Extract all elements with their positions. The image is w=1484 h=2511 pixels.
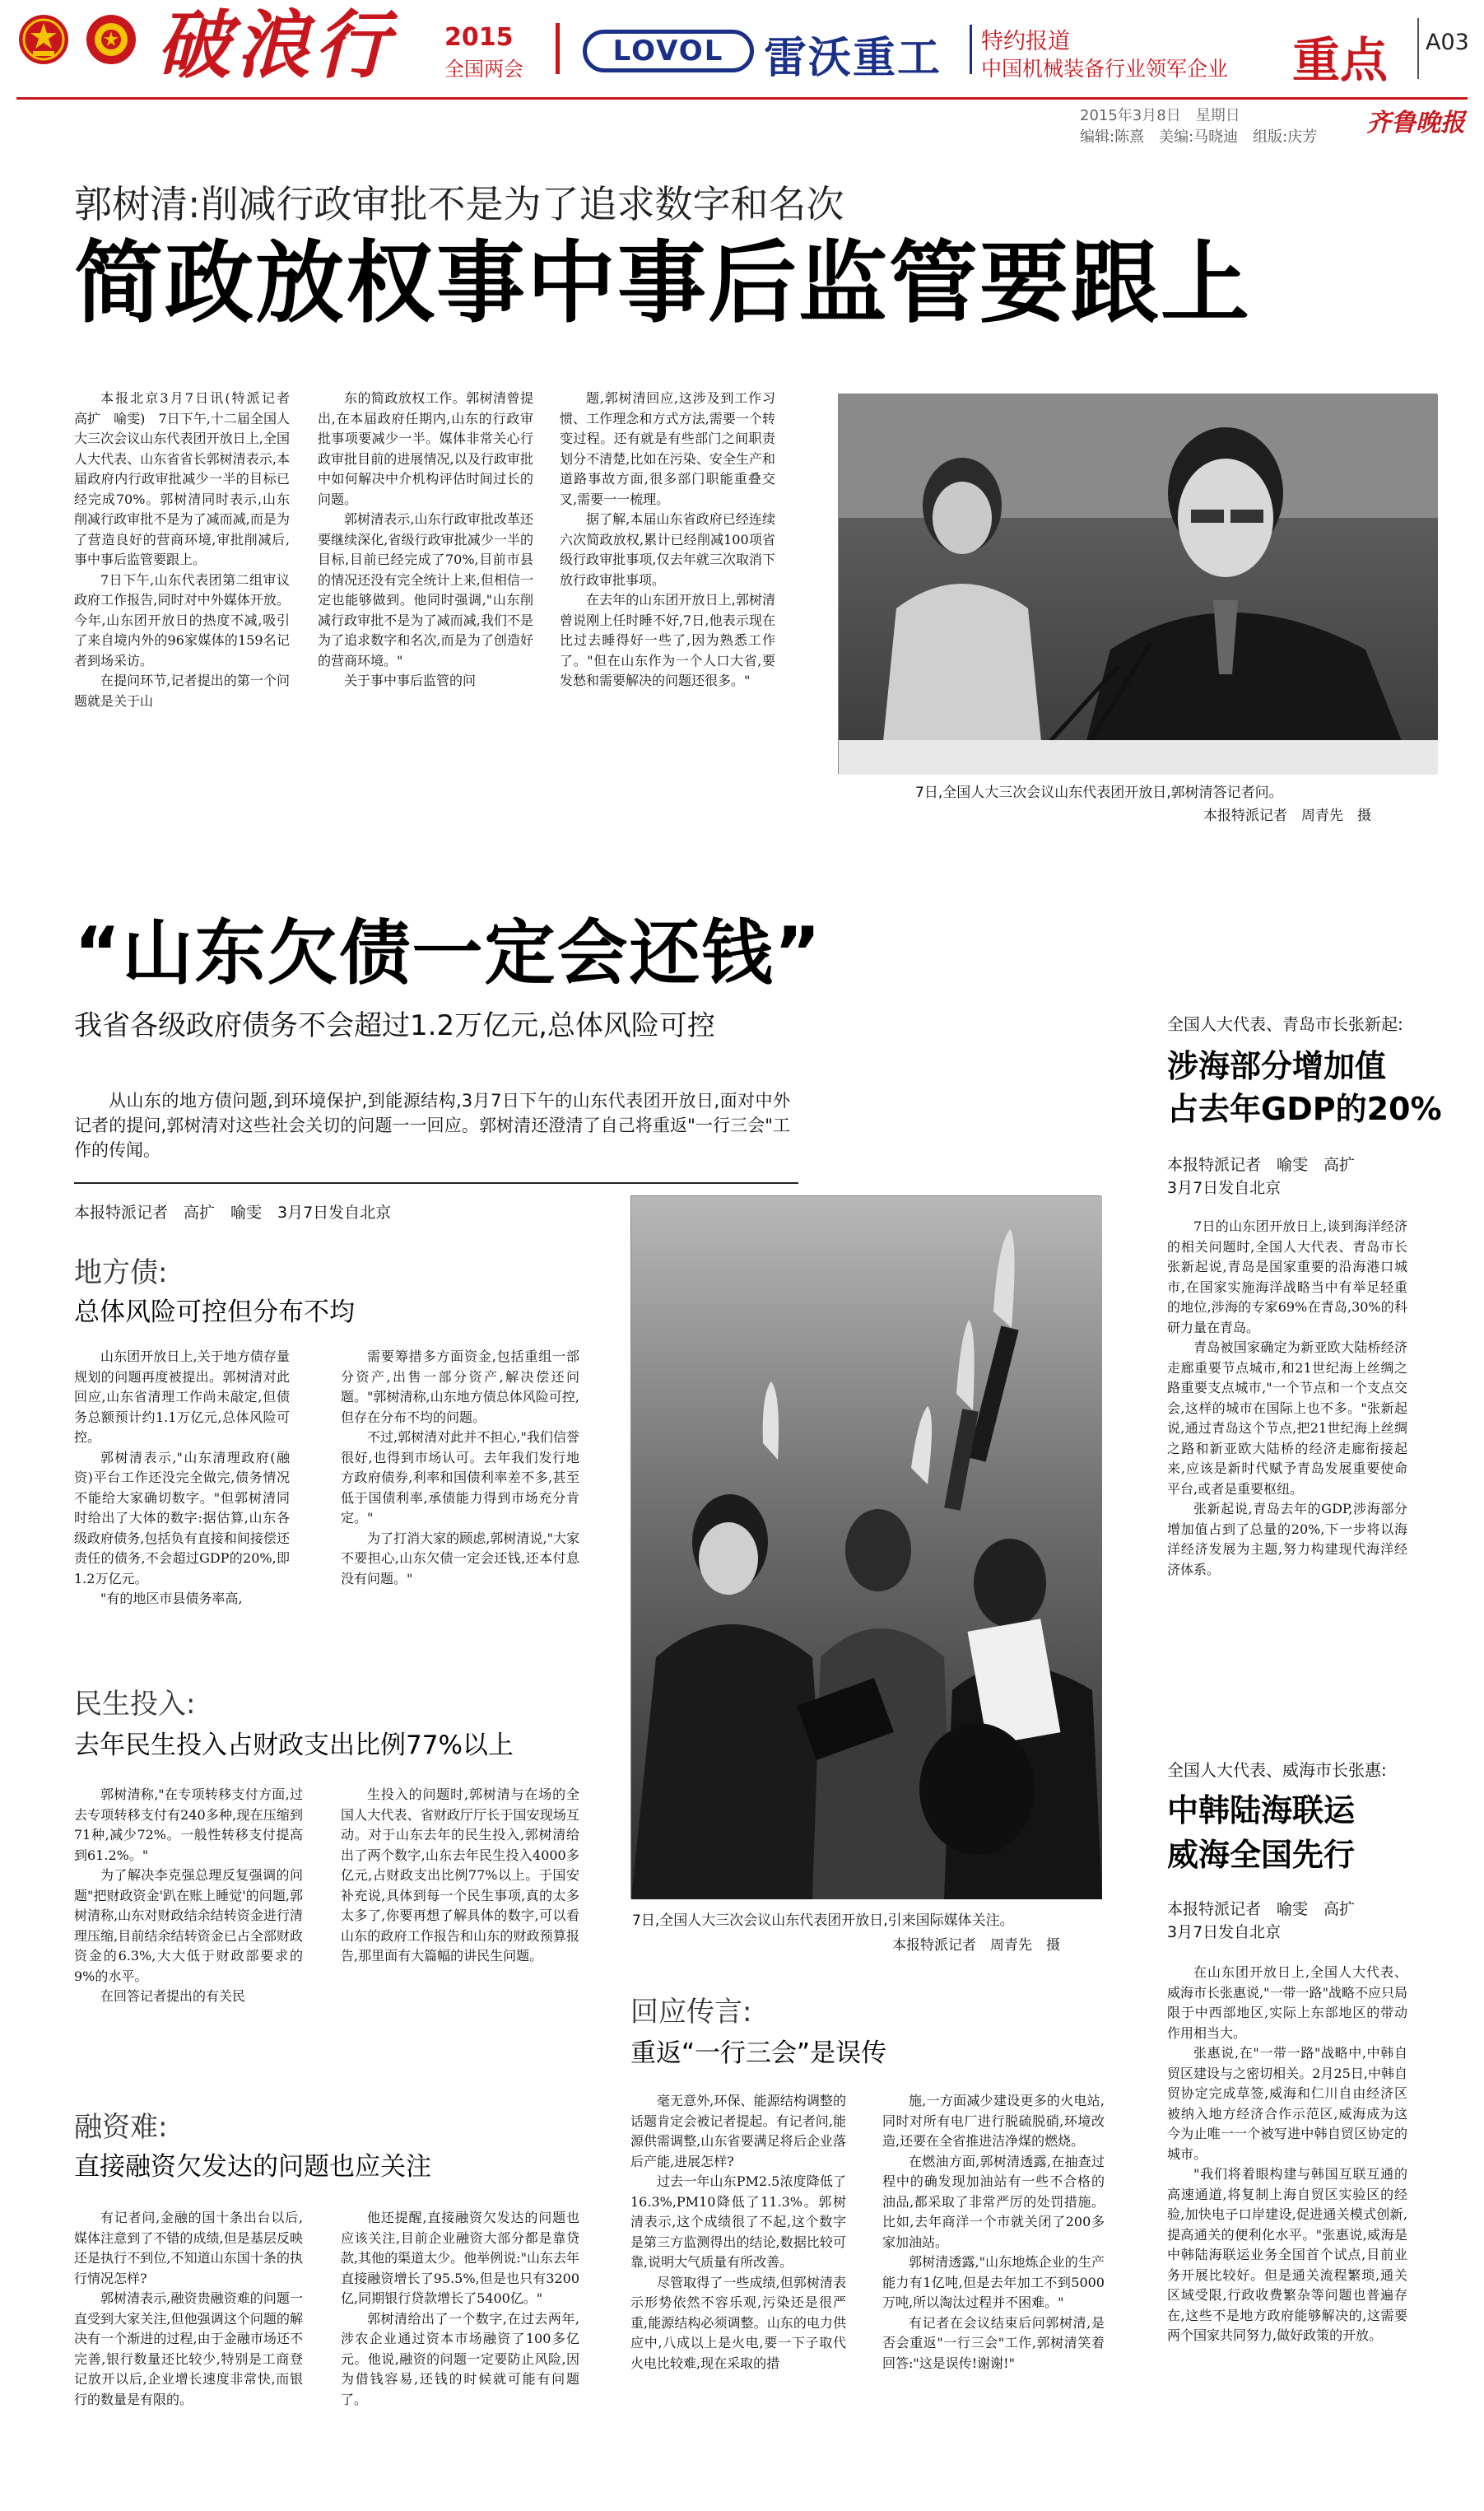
paragraph: 郭树清给出了一个数字,在过去两年,涉农企业通过资本市场融资了100多亿元。他说,融资的问题一定要防止风险,因为借钱容易,还钱的时候就可能有问题了。 xyxy=(341,2310,579,2407)
paragraph: 毫无意外,环保、能源结构调整的话题肯定会被记者提起。有记者问,能源供需调整,山东省要满足将后企业落后产能,进展怎样? xyxy=(630,2093,846,2169)
paragraph: 他还提醒,直接融资欠发达的问题也应该关注,目前企业融资大部分都是靠贷款,其他的渠道太少。他举例说:"山东去年直接融资增长了95.5%,但是也只有3200亿,同期银行贷款增长了5400亿。" xyxy=(341,2210,579,2306)
paragraph: 有记者在会议结束后问郭树清,是否会重返"一行三会"工作,郭树清笑着回答:"这是误传!谢谢!" xyxy=(882,2314,1105,2371)
date-line: 2015年3月8日 星期日 xyxy=(1080,107,1240,124)
story1-col3 xyxy=(560,389,775,833)
paragraph: 郭树清称,"在专项转移支付方面,过去专项转移支付有240多种,现在压缩到71种,减少72%。一般性转移支付提高到61.2%。" xyxy=(74,1787,303,1863)
lovol-logo-text: LOVOL xyxy=(612,35,724,68)
side1-byline2: 3月7日发自北京 xyxy=(1167,1179,1282,1197)
sponsor-name: 雷沃重工 xyxy=(764,34,942,83)
story2-rule xyxy=(74,1182,798,1184)
lead-text: 从山东的地方债问题,到环境保护,到能源结构,3月7日下午的山东代表团开放日,面对中外记者的提问,郭树清对这些社会关切的问题一一回应。郭树清还澄清了自己将重返"一行三会"工作的传闻。 xyxy=(74,1091,790,1160)
sec3-kicker: 融资难: xyxy=(74,2111,168,2144)
masthead-divider xyxy=(556,23,560,74)
national-emblem-icon xyxy=(16,8,71,72)
section-divider xyxy=(1417,18,1419,79)
sec2-col2 xyxy=(341,1785,579,2098)
sec3-col2 xyxy=(341,2208,579,2496)
paragraph: 东的简政放权工作。郭树清曾提出,在本届政府任期内,山东的行政审批事项要减少一半。媒体非常关心行政审批目前的进展情况,以及行政审批中如何解决中介机构评估时间过长的问题。 xyxy=(318,390,533,507)
side2-body xyxy=(1167,1963,1407,2496)
story2-byline: 本报特派记者 高扩 喻雯 3月7日发自北京 xyxy=(74,1204,392,1222)
editors-line: 编辑:陈熹 美编:马晓迪 组版:庆芳 xyxy=(1080,128,1318,146)
page-number: A03 xyxy=(1426,30,1469,55)
side1-body xyxy=(1167,1217,1407,1711)
sec1-headline: 总体风险可控但分布不均 xyxy=(74,1297,355,1327)
paragraph: 7日的山东团开放日上,谈到海洋经济的相关问题时,全国人大代表、青岛市长张新起说,青岛是国家重要的沿海港口城市,在国家实施海洋战略当中有举足轻重的地位,涉海的专家69%在青岛,30%的科研力量在青岛。 xyxy=(1167,1218,1407,1335)
paragraph: 为了打消大家的顾虑,郭树清说,"大家不要担心,山东欠债一定会还钱,还本付息没有问题。" xyxy=(341,1530,579,1586)
sec1-col1 xyxy=(74,1347,290,1651)
story1-headline: 简政放权事中事后监管要跟上 xyxy=(74,232,1252,335)
paragraph: 7日下午,山东代表团第二组审议政府工作报告,同时对中外媒体开放。今年,山东团开放日的热度不减,吸引了来自境内外的96家媒体的159名记者到场采访。 xyxy=(74,571,290,669)
side1-byline1: 本报特派记者 喻雯 高扩 xyxy=(1167,1156,1356,1174)
sec2-headline: 去年民生投入占财政支出比例77%以上 xyxy=(74,1731,514,1760)
paragraph: 为了解决李克强总理反复强调的问题"把财政资金'趴在账上睡觉'的问题,郭树清称,山东对财政结余结转资金进行清理压缩,目前结余结转资金已占全部财政资金的6.3%,大大低于财政部要求的9%的水平。 xyxy=(74,1867,303,1984)
sec4-headline: 重返“一行三会”是误传 xyxy=(630,2038,887,2068)
story2-headline: “山东欠债一定会还钱” xyxy=(74,912,823,995)
section-label: 重点 xyxy=(1292,32,1389,88)
side2-kicker: 全国人大代表、威海市长张惠: xyxy=(1167,1760,1387,1780)
paragraph: 郭树清表示,"山东清理政府(融资)平台工作还没完全做完,债务情况不能给大家确切数字。"但郭树清同时给出了大体的数字:据估算,山东各级政府债务,包括负有直接和间接偿还责任的债务,不会超过GDP的20%,即1.2万亿元。 xyxy=(74,1449,290,1586)
sec2-kicker: 民生投入: xyxy=(74,1688,196,1721)
paragraph: "有的地区市县债务率高, xyxy=(100,1591,243,1606)
masthead-rule xyxy=(16,97,1468,100)
story1-photo xyxy=(838,394,1437,774)
story2-photo-credit: 本报特派记者 周青先 摄 xyxy=(892,1937,1060,1954)
story2-photo-caption: 7日,全国人大三次会议山东代表团开放日,引来国际媒体关注。 xyxy=(632,1912,1014,1929)
side2-byline2: 3月7日发自北京 xyxy=(1167,1923,1282,1941)
paragraph: 需要筹措多方面资金,包括重组一部分资产,出售一部分资产,解决偿还问题。"郭树清称,山东地方债总体风险可控,但存在分布不均的问题。 xyxy=(341,1349,579,1425)
paragraph: 据了解,本届山东省政府已经连续六次简政放权,累计已经削减100项省级行政审批事项,仅去年就三次取消下放行政审批事项。 xyxy=(560,511,775,588)
sec1-col2 xyxy=(341,1347,579,1651)
paragraph: 山东团开放日上,关于地方债存量规划的问题再度被提出。郭树清对此回应,山东省清理工作尚未敲定,但债务总额预计约1.1万亿元,总体风险可控。 xyxy=(74,1349,290,1445)
story1-photo-credit: 本报特派记者 周青先 摄 xyxy=(1203,808,1371,824)
paragraph: 在去年的山东团开放日上,郭树清曾说刚上任时睡不好,7日,他表示现在比过去睡得好一些了,因为熟悉工作了。"但在山东作为一个人口大省,要发愁和需要解决的问题还很多。" xyxy=(560,592,775,688)
paragraph: 在回答记者提出的有关民 xyxy=(100,1988,246,2004)
sec2-col1 xyxy=(74,1785,303,2098)
story2-subhead: 我省各级政府债务不会超过1.2万亿元,总体风险可控 xyxy=(74,1009,715,1042)
paragraph: 题,郭树清回应,这涉及到工作习惯、工作理念和方式方法,需要一个转变过程。还有就是有些部门之间职责划分不清楚,比如在污染、安全生产和道路事故方面,很多部门职能重叠交叉,需要一一梳理。 xyxy=(560,390,775,507)
side1-kicker: 全国人大代表、青岛市长张新起: xyxy=(1167,1014,1403,1034)
sec4-col2 xyxy=(882,2091,1105,2496)
masthead-year: 2015 xyxy=(444,23,514,52)
sec4-kicker: 回应传言: xyxy=(630,1996,752,2029)
paragraph: 本报北京3月7日讯(特派记者 高扩 喻雯) 7日下午,十二届全国人大三次会议山东代表团开放日上,全国人大代表、山东省省长郭树清表示,本届政府内行政审批减少一半的目标已经完成70%。郭树清同时表示,山东削减行政审批不是为了减而减,而是为了营造良好的营商环境,审批削减后,事中事后监管要跟上。 xyxy=(74,390,304,567)
sec3-headline: 直接融资欠发达的问题也应关注 xyxy=(74,2152,431,2182)
paper-name: 齐鲁晚报 xyxy=(1366,109,1465,137)
masthead-event: 全国两会 xyxy=(444,58,523,81)
paragraph: 青岛被国家确定为新亚欧大陆桥经济走廊重要节点城市,和21世纪海上丝绸之路重要支点城市,"一个节点和一个支点交会,这样的城市在国际上也不多。"张新起说,通过青岛这个节点,把21世纪海上丝绸之路和新亚欧大陆桥的经济走廊衔接起来,应该是新时代赋予青岛发展重要使命平台,或者是重要枢纽。 xyxy=(1167,1339,1407,1497)
story1-kicker: 郭树清:削减行政审批不是为了追求数字和名次 xyxy=(74,182,844,226)
side2-headline-line1: 中韩陆海联运 xyxy=(1167,1792,1356,1829)
sec1-kicker: 地方债: xyxy=(74,1256,168,1289)
side2-byline1: 本报特派记者 喻雯 高扩 xyxy=(1167,1900,1356,1918)
story2-photo xyxy=(630,1195,1101,1898)
paragraph: 在提问环节,记者提出的第一个问题就是关于山 xyxy=(74,673,290,709)
side1-headline-line2: 占去年GDP的20% xyxy=(1167,1091,1442,1127)
sponsor-divider xyxy=(970,25,972,74)
sponsor-slogan: 中国机械装备行业领军企业 xyxy=(981,57,1229,81)
sec4-col1 xyxy=(630,2091,846,2496)
paragraph: "我们将着眼构建与韩国互联互通的高速通道,将复制上海自贸区实验区的经验,加快电子口岸建设,促进通关模式创新,提高通关的便利化水平。"张惠说,威海是中韩陆海联运业务全国首个试点,目前业务开展比较好。但是通关流程繁琐,通关区域受限,行政收费繁杂等问题也普遍存在,这些不是地方政府能够解决的,这需要两个国家共同努力,做好政策的开放。 xyxy=(1167,2166,1407,2343)
paragraph: 不过,郭树清对此并不担心,"我们信誉很好,也得到市场认可。去年我们发行地方政府债券,利率和国债利率差不多,甚至低于国债利率,承债能力得到市场充分肯定。" xyxy=(341,1429,579,1526)
masthead xyxy=(0,0,1484,99)
paragraph: 张新起说,青岛去年的GDP,涉海部分增加值占到了总量的20%,下一步将以海洋经济发展为主题,努力构建现代海洋经济体系。 xyxy=(1167,1501,1407,1577)
story2-lead xyxy=(74,1088,790,1162)
paragraph: 有记者问,金融的国十条出台以后,媒体注意到了不错的成绩,但是基层反映还是执行不到位,不知道山东国十条的执行情况怎样? xyxy=(74,2210,303,2286)
paragraph: 关于事中事后监管的问 xyxy=(344,673,477,688)
sec3-col1 xyxy=(74,2208,303,2496)
paragraph: 施,一方面减少建设更多的火电站,同时对所有电厂进行脱硫脱硝,环境改造,还要在全省推进洁净煤的燃烧。 xyxy=(882,2093,1105,2149)
paragraph: 过去一年山东PM2.5浓度降低了16.3%,PM10降低了11.3%。郭树清表示,这个成绩很了不起,这个数字是第三方监测得出的结论,数据比较可靠,说明大气质量有所改善。 xyxy=(630,2173,846,2270)
brand-title: 破浪行 xyxy=(156,2,393,89)
story1-col2 xyxy=(318,389,533,833)
paragraph: 在山东团开放日上,全国人大代表、威海市长张惠说,"一带一路"战略不应只局限于中西部地区,实际上东部地区的带动作用相当大。 xyxy=(1167,1964,1407,2041)
cppcc-emblem-icon xyxy=(84,8,138,72)
story1-photo-caption: 7日,全国人大三次会议山东代表团开放日,郭树清答记者问。 xyxy=(915,785,1283,801)
paragraph: 郭树清透露,"山东地炼企业的生产能力有1亿吨,但是去年加工不到5000万吨,所以淘汰过程并不困难。" xyxy=(882,2254,1105,2310)
side1-headline-line1: 涉海部分增加值 xyxy=(1167,1048,1387,1084)
paragraph: 郭树清表示,山东行政审批改革还要继续深化,省级行政审批减少一半的目标,目前已经完成了70%,目前市县的情况还没有完全统计上来,但相信一定也能够做到。他同时强调,"山东削减行政审批不是为了减而减,我们不是为了追求数字和名次,而是为了创造好的营商环境。" xyxy=(318,511,533,669)
paragraph: 尽管取得了一些成绩,但郭树清表示形势依然不容乐观,污染还是很严重,能源结构必须调整。山东的电力供应中,八成以上是火电,要一下子取代火电比较难,现在采取的措 xyxy=(630,2274,846,2371)
paragraph: 郭树清表示,融资贵融资难的问题一直受到大家关注,但他强调这个问题的解决有一个渐进的过程,由于金融市场还不完善,银行数量还比较少,特别是工商登记放开以后,企业增长速度非常快,而银行的数量是有限的。 xyxy=(74,2290,303,2407)
report-kicker: 特约报道 xyxy=(981,29,1070,54)
lovol-logo xyxy=(583,30,754,72)
paragraph: 在燃油方面,郭树清透露,在抽查过程中的确发现加油站有一些不合格的油品,都采取了非常严厉的处罚措施。比如,去年商洋一个市就关闭了200多家加油站。 xyxy=(882,2153,1105,2250)
story1-col1 xyxy=(74,389,304,833)
paragraph: 张惠说,在"一带一路"战略中,中韩自贸区建设与之密切相关。2月25日,中韩自贸协定完成草签,威海和仁川自由经济区被纳入地方经济合作示范区,威海成为这今为止唯一一个被写进中韩自贸区协定的城市。 xyxy=(1167,2045,1407,2162)
paragraph: 生投入的问题时,郭树清与在场的全国人大代表、省财政厅厅长于国安现场互动。对于山东去年的民生投入,郭树清给出了两个数字,山东去年民生投入4000多亿元,占财政支出比例77%以上。于国安补充说,具体到每一个民生事项,真的太多太多了,你要再想了解具体的数字,可以看山东的政府工作报告和山东的财政预算报告,那里面有大篇幅的讲民生问题。 xyxy=(341,1787,579,1964)
side2-headline-line2: 威海全国先行 xyxy=(1167,1837,1356,1873)
